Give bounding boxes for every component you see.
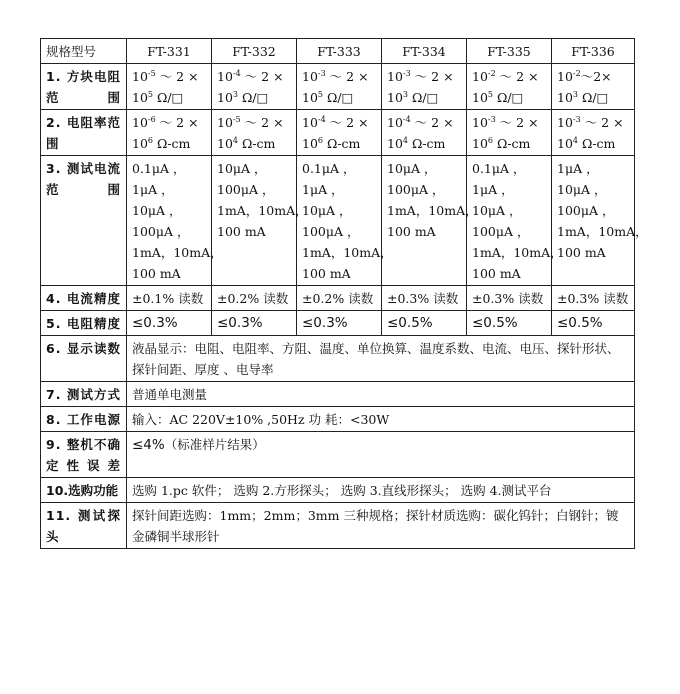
current-range-item: 10μA ， (132, 203, 182, 218)
range-sep: ～2× (580, 69, 612, 84)
range-min-exp: -4 (317, 115, 326, 124)
range-unit: Ω-cm (408, 136, 446, 151)
range-max-base: 10 (132, 136, 148, 151)
row-power (41, 407, 635, 432)
table-cell: ±0.1% 读数 (127, 286, 212, 311)
range-min-base: 10 (472, 69, 488, 84)
table-cell (467, 110, 552, 156)
row-label: 9. 整机不确定性误差 (41, 432, 127, 478)
range-max (557, 87, 629, 108)
table-cell (382, 156, 478, 286)
row-label: 2. 电阻率范围 (41, 110, 127, 156)
table-cell (127, 110, 212, 156)
range-max-exp: 6 (317, 136, 323, 145)
table-cell (212, 156, 308, 286)
range-min-exp: -5 (232, 115, 241, 124)
range-min-exp: -4 (232, 69, 241, 78)
range-min-base: 10 (132, 69, 148, 84)
range-min-exp: -6 (147, 115, 156, 124)
row-options (41, 478, 635, 503)
range-max-base: 10 (302, 90, 318, 105)
range-sep: ～ 2 × (495, 69, 539, 84)
range-min (302, 66, 376, 87)
range-max (132, 133, 206, 154)
range-min (387, 112, 461, 133)
range-unit: Ω/□ (578, 90, 609, 105)
range-max-base: 10 (302, 136, 318, 151)
current-range-item: 0.1μA ， (472, 161, 526, 176)
model-ft-334: FT-334 (382, 39, 467, 64)
table-cell (127, 156, 223, 286)
current-range-item: 1μA ， (472, 182, 514, 197)
range-sep: ～ 2 × (410, 115, 454, 130)
current-range-item: 1μA ， (132, 182, 174, 197)
table-cell: ±0.3% 读数 (467, 286, 552, 311)
range-unit: Ω-cm (578, 136, 616, 151)
range-max-exp: 5 (147, 90, 153, 99)
range-unit: Ω/□ (153, 90, 184, 105)
range-unit: Ω-cm (493, 136, 531, 151)
range-max (217, 87, 291, 108)
range-unit: Ω/□ (493, 90, 524, 105)
uncertainty-main: ≤4% (132, 437, 165, 453)
range-max (302, 133, 376, 154)
range-max-base: 10 (132, 90, 148, 105)
range-sep: ～ 2 × (495, 115, 539, 130)
header-row (41, 39, 635, 64)
range-max-exp: 3 (402, 90, 408, 99)
range-min-base: 10 (217, 69, 233, 84)
current-range-item: 1μA ， (302, 182, 344, 197)
row-label: 10.选购功能 (41, 478, 127, 503)
current-range-item: 1mA，10mA， (557, 224, 648, 239)
range-max-base: 10 (217, 136, 233, 151)
current-range-item: 1mA，10mA， (217, 203, 308, 218)
range-max (302, 87, 376, 108)
range-min-base: 10 (302, 69, 318, 84)
range-min (132, 112, 206, 133)
current-range-item: 1mA，10mA， (302, 245, 393, 260)
range-max-exp: 5 (487, 90, 493, 99)
table-cell: ±0.3% 读数 (382, 286, 467, 311)
current-range-item: 10μA ， (557, 182, 607, 197)
table-cell: ≤0.3% (127, 311, 212, 336)
model-ft-332: FT-332 (212, 39, 297, 64)
current-range-item: 100μA ， (387, 182, 445, 197)
range-sep: ～ 2 × (410, 69, 454, 84)
range-min-exp: -4 (402, 115, 411, 124)
range-max-base: 10 (387, 90, 403, 105)
table-cell (127, 64, 212, 110)
table-cell (382, 64, 467, 110)
current-range-item: 100μA ， (302, 224, 360, 239)
range-sep: ～ 2 × (155, 69, 199, 84)
range-min-exp: -2 (572, 69, 581, 78)
range-max-base: 10 (387, 136, 403, 151)
current-range-item: 10μA ， (387, 161, 437, 176)
range-unit: Ω/□ (408, 90, 439, 105)
table-cell (297, 156, 393, 286)
range-min-exp: -5 (147, 69, 156, 78)
range-min (387, 66, 461, 87)
range-max-exp: 3 (572, 90, 578, 99)
table-cell (297, 110, 382, 156)
current-range-item: 100 mA (557, 245, 606, 260)
row-current-range (41, 156, 635, 286)
current-range-item: 100μA ， (557, 203, 615, 218)
range-max-exp: 4 (572, 136, 578, 145)
range-max-exp: 3 (232, 90, 238, 99)
range-max (387, 87, 461, 108)
range-max-base: 10 (472, 90, 488, 105)
row-label: 1. 方块电阻范围 (41, 64, 127, 110)
range-min-base: 10 (557, 115, 573, 130)
probe-value: 探针间距选购：1mm；2mm；3mm 三种规格；探针材质选购：碳化钨针；白钢针；镀金磷铜半球形针 (127, 503, 635, 549)
model-ft-333: FT-333 (297, 39, 382, 64)
range-min-base: 10 (387, 69, 403, 84)
row-label: 6. 显示读数 (41, 336, 127, 382)
range-min-base: 10 (302, 115, 318, 130)
row-probe (41, 503, 635, 549)
model-ft-335: FT-335 (467, 39, 552, 64)
range-unit: Ω-cm (153, 136, 191, 151)
table-cell: ≤0.3% (297, 311, 382, 336)
current-range-item: 100μA ， (217, 182, 275, 197)
current-range-item: 10μA ， (217, 161, 267, 176)
range-min-base: 10 (217, 115, 233, 130)
range-max-base: 10 (217, 90, 233, 105)
range-max (472, 133, 546, 154)
table-cell (212, 64, 297, 110)
current-range-item: 100μA ， (472, 224, 530, 239)
range-min (217, 112, 291, 133)
range-min-base: 10 (472, 115, 488, 130)
range-min-exp: -3 (487, 115, 496, 124)
range-min-exp: -2 (487, 69, 496, 78)
current-range-item: 1mA，10mA， (387, 203, 478, 218)
current-range-item: 100 mA (387, 224, 436, 239)
range-max (557, 133, 629, 154)
range-sep: ～ 2 × (580, 115, 624, 130)
range-min (132, 66, 206, 87)
uncertainty-note: （标准样片结果） (164, 437, 265, 452)
range-max-base: 10 (557, 136, 573, 151)
range-sep: ～ 2 × (240, 115, 284, 130)
range-min-base: 10 (387, 115, 403, 130)
row-uncertainty (41, 432, 635, 478)
range-max (387, 133, 461, 154)
range-max-exp: 4 (232, 136, 238, 145)
table-cell (467, 64, 552, 110)
row-current-accuracy (41, 286, 635, 311)
display-value: 液晶显示：电阻、电阻率、方阻、温度、单位换算、温度系数、电流、电压、探针形状、探针间距、厚度 、电导率 (127, 336, 635, 382)
range-max-base: 10 (557, 90, 573, 105)
range-sep: ～ 2 × (240, 69, 284, 84)
range-unit: Ω/□ (238, 90, 269, 105)
model-ft-331: FT-331 (127, 39, 212, 64)
row-label: 4. 电流精度 (41, 286, 127, 311)
table-cell: ≤0.5% (467, 311, 552, 336)
row-resistivity (41, 110, 635, 156)
range-min (472, 112, 546, 133)
current-range-item: 1mA，10mA， (132, 245, 223, 260)
current-range-item: 100μA ， (132, 224, 190, 239)
header-label: 规格型号 (41, 39, 127, 64)
row-resistance-accuracy (41, 311, 635, 336)
range-unit: Ω/□ (323, 90, 354, 105)
uncertainty-value (127, 432, 635, 478)
current-range-item: 100 mA (302, 266, 351, 281)
range-sep: ～ 2 × (325, 115, 369, 130)
model-ft-336: FT-336 (552, 39, 635, 64)
range-max-exp: 6 (487, 136, 493, 145)
row-label: 11. 测试探头 (41, 503, 127, 549)
test-method-value: 普通单电测量 (127, 382, 635, 407)
range-max-base: 10 (472, 136, 488, 151)
range-min (302, 112, 376, 133)
range-max-exp: 4 (402, 136, 408, 145)
table-cell: ≤0.5% (382, 311, 467, 336)
range-sep: ～ 2 × (155, 115, 199, 130)
table-cell (552, 110, 635, 156)
current-range-item: 1mA，10mA， (472, 245, 563, 260)
row-label: 7. 测试方式 (41, 382, 127, 407)
range-max-exp: 5 (317, 90, 323, 99)
table-cell (212, 110, 297, 156)
table-cell: ≤0.5% (552, 311, 635, 336)
options-value: 选购 1.pc 软件； 选购 2.方形探头； 选购 3.直线形探头； 选购 4.测试平台 (127, 478, 635, 503)
current-range-item: 0.1μA ， (302, 161, 356, 176)
range-max (472, 87, 546, 108)
range-min (557, 112, 629, 133)
current-range-item: 100 mA (132, 266, 181, 281)
power-value: 输入：AC 220V±10% ,50Hz 功 耗：<30W (127, 407, 635, 432)
current-range-item: 0.1μA ， (132, 161, 186, 176)
range-min-exp: -3 (572, 115, 581, 124)
table-cell (552, 156, 648, 286)
row-test-method (41, 382, 635, 407)
range-min (557, 66, 629, 87)
current-range-item: 100 mA (472, 266, 521, 281)
spec-table (40, 38, 648, 549)
range-min-exp: -3 (317, 69, 326, 78)
table-cell: ±0.2% 读数 (212, 286, 297, 311)
current-range-item: 10μA ， (302, 203, 352, 218)
range-min-base: 10 (557, 69, 573, 84)
table-cell (552, 64, 635, 110)
table-cell (467, 156, 563, 286)
row-display (41, 336, 635, 382)
range-unit: Ω-cm (238, 136, 276, 151)
range-max (217, 133, 291, 154)
row-label: 5. 电阻精度 (41, 311, 127, 336)
row-label: 3. 测试电流范围 (41, 156, 127, 286)
current-range-item: 1μA ， (557, 161, 599, 176)
table-cell: ≤0.3% (212, 311, 297, 336)
range-min-base: 10 (132, 115, 148, 130)
range-min (217, 66, 291, 87)
current-range-item: 10μA ， (472, 203, 522, 218)
row-sheet-resistance (41, 64, 635, 110)
table-cell (297, 64, 382, 110)
range-min (472, 66, 546, 87)
row-label: 8. 工作电源 (41, 407, 127, 432)
table-cell: ±0.3% 读数 (552, 286, 635, 311)
range-max (132, 87, 206, 108)
range-sep: ～ 2 × (325, 69, 369, 84)
current-range-item: 100 mA (217, 224, 266, 239)
table-cell (382, 110, 467, 156)
range-unit: Ω-cm (323, 136, 361, 151)
range-max-exp: 6 (147, 136, 153, 145)
range-min-exp: -3 (402, 69, 411, 78)
table-cell: ±0.2% 读数 (297, 286, 382, 311)
